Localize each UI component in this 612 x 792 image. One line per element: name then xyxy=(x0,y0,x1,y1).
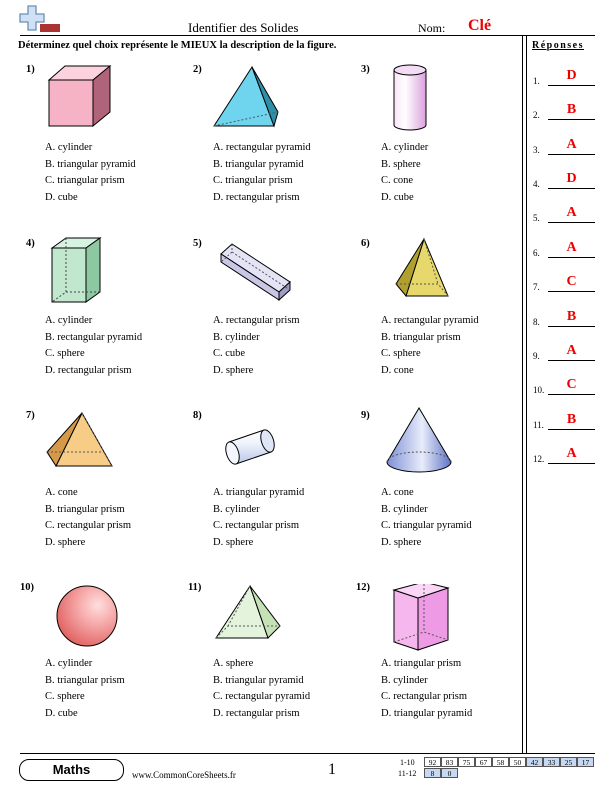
score-cell: 8 xyxy=(424,768,441,778)
answer-value: B xyxy=(566,102,577,117)
answer-value: C xyxy=(566,377,577,392)
choice-c: C. triangular prism xyxy=(45,175,125,187)
choice-a: A. cylinder xyxy=(381,142,429,153)
choice-c: C. sphere xyxy=(45,691,85,703)
answer-row xyxy=(533,412,595,430)
answer-line xyxy=(548,291,595,292)
answer-number: 3. xyxy=(533,145,540,155)
answer-row xyxy=(533,205,595,223)
sphere-icon xyxy=(54,583,120,649)
name-value: Clé xyxy=(468,17,492,34)
answer-row xyxy=(533,240,595,258)
problem-number: 7) xyxy=(26,410,35,421)
choice-list xyxy=(381,313,479,379)
choice-list xyxy=(213,656,310,722)
choice-list xyxy=(45,313,142,379)
problem-number: 4) xyxy=(26,238,35,249)
name-label: Nom: xyxy=(418,21,446,35)
answer-value: A xyxy=(566,446,577,461)
choice-b: B. triangular prism xyxy=(45,503,125,515)
cone-icon xyxy=(385,406,455,478)
answer-number: 9. xyxy=(533,351,540,361)
subject-badge: Maths xyxy=(19,759,124,781)
logo-icon xyxy=(18,4,66,38)
problem-number: 9) xyxy=(361,410,370,421)
choice-d: D. triangular pyramid xyxy=(381,707,473,719)
triangular-prism-icon xyxy=(44,410,116,472)
answer-value: A xyxy=(566,137,577,152)
choice-c: C. sphere xyxy=(45,348,85,360)
answer-row xyxy=(533,274,595,292)
score-cell: 92 xyxy=(424,757,441,767)
answer-number: 1. xyxy=(533,76,540,86)
choice-a: A. cylinder xyxy=(45,658,93,669)
score-cell: 67 xyxy=(475,757,492,767)
answer-number: 12. xyxy=(533,454,545,464)
choice-a: A. triangular pyramid xyxy=(213,487,305,498)
choice-list xyxy=(45,140,136,206)
answer-row xyxy=(533,102,595,120)
choice-b: B. cylinder xyxy=(213,331,260,343)
choice-list xyxy=(213,140,311,206)
answer-line xyxy=(548,119,595,120)
choice-list xyxy=(213,313,300,379)
choice-b: B. cylinder xyxy=(213,503,260,515)
answer-value: A xyxy=(566,240,577,255)
score-cell: 75 xyxy=(458,757,475,767)
choice-c: C. rectangular prism xyxy=(45,520,132,532)
score-cell: 17 xyxy=(577,757,594,767)
cylinder-icon xyxy=(217,428,279,472)
header-rule xyxy=(20,35,595,36)
score-cell: 58 xyxy=(492,757,509,767)
instructions: Déterminez quel choix représente le MIEUX la description de la figure. xyxy=(18,40,337,51)
choice-b: B. sphere xyxy=(381,158,421,170)
choice-b: B. triangular pyramid xyxy=(213,158,304,170)
choice-b: B. triangular prism xyxy=(381,331,461,343)
problem-number: 1) xyxy=(26,64,35,75)
answer-row xyxy=(533,171,595,189)
answer-row xyxy=(533,137,595,155)
triangular-prism-icon xyxy=(390,584,452,654)
problem-number: 12) xyxy=(356,582,370,593)
choice-a: A. rectangular pyramid xyxy=(213,142,311,153)
choice-list xyxy=(381,140,428,206)
choice-d: D. sphere xyxy=(213,536,254,548)
page-title: Identifier des Solides xyxy=(188,20,299,35)
problem-number: 11) xyxy=(188,582,202,593)
problem-number: 10) xyxy=(20,582,34,593)
rectangular-prism-icon xyxy=(218,240,293,304)
answer-value: B xyxy=(566,412,577,427)
choice-b: B. rectangular pyramid xyxy=(45,331,143,343)
score-cell: 50 xyxy=(509,757,526,767)
divider xyxy=(526,35,527,753)
choice-a: A. rectangular prism xyxy=(213,315,300,326)
answer-value: D xyxy=(566,171,577,186)
answer-row xyxy=(533,377,595,395)
answer-number: 10. xyxy=(533,385,545,395)
answer-number: 6. xyxy=(533,248,540,258)
answer-row xyxy=(533,309,595,327)
choice-c: C. rectangular prism xyxy=(213,520,300,532)
problem-number: 8) xyxy=(193,410,202,421)
choice-c: C. sphere xyxy=(381,348,421,360)
choice-d: D. cube xyxy=(45,191,78,203)
triangular-pyramid-icon xyxy=(210,62,285,132)
answer-line xyxy=(548,463,595,464)
answer-number: 11. xyxy=(533,420,544,430)
score-cell: 42 xyxy=(526,757,543,767)
cylinder-icon xyxy=(390,63,430,135)
answer-number: 7. xyxy=(533,282,540,292)
choice-list xyxy=(45,485,131,551)
answer-row xyxy=(533,446,595,464)
problem-number: 2) xyxy=(193,64,202,75)
answer-line xyxy=(548,257,595,258)
score-row-label: 11-12 xyxy=(398,769,417,778)
website-link: www.CommonCoreSheets.fr xyxy=(132,770,236,780)
score-cell: 83 xyxy=(441,757,458,767)
answer-number: 5. xyxy=(533,213,540,223)
choice-d: D. rectangular prism xyxy=(213,707,300,719)
choice-d: D. cube xyxy=(381,191,414,203)
answer-line xyxy=(548,154,595,155)
answer-line xyxy=(548,85,595,86)
answer-line xyxy=(548,360,595,361)
answer-line xyxy=(548,394,595,395)
answer-value: D xyxy=(566,68,577,83)
answer-line xyxy=(548,222,595,223)
answer-row xyxy=(533,68,595,86)
choice-b: B. cylinder xyxy=(381,674,428,686)
choice-c: C. cube xyxy=(213,348,246,360)
choice-d: D. sphere xyxy=(45,536,86,548)
choice-d: D. sphere xyxy=(381,536,422,548)
cube-icon xyxy=(44,64,116,132)
choice-a: A. cone xyxy=(45,487,78,498)
problem-number: 6) xyxy=(361,238,370,249)
choice-d: D. sphere xyxy=(213,364,254,376)
score-cell: 25 xyxy=(560,757,577,767)
choice-a: A. rectangular pyramid xyxy=(381,315,479,326)
score-row-label: 1-10 xyxy=(400,758,415,767)
footer-rule xyxy=(20,753,595,754)
choice-d: D. cube xyxy=(45,707,78,719)
choice-c: C. rectangular prism xyxy=(381,691,468,703)
answer-number: 4. xyxy=(533,179,540,189)
choice-d: D. rectangular prism xyxy=(45,364,132,376)
choice-b: B. cylinder xyxy=(381,503,428,515)
choice-a: A. cylinder xyxy=(45,315,93,326)
choice-d: D. rectangular prism xyxy=(213,191,300,203)
choice-a: A. triangular prism xyxy=(381,658,462,669)
choice-b: B. triangular pyramid xyxy=(45,158,136,170)
answer-line xyxy=(548,429,595,430)
problem-number: 3) xyxy=(361,64,370,75)
answer-number: 8. xyxy=(533,317,540,327)
choice-b: B. triangular prism xyxy=(45,674,125,686)
answer-value: B xyxy=(566,309,577,324)
page-number: 1 xyxy=(328,761,336,778)
answer-value: A xyxy=(566,343,577,358)
problem-number: 5) xyxy=(193,238,202,249)
answer-row xyxy=(533,343,595,361)
choice-list xyxy=(381,656,472,722)
choice-c: C. rectangular pyramid xyxy=(213,691,311,703)
answer-value: C xyxy=(566,274,577,289)
choice-c: C. triangular prism xyxy=(213,175,293,187)
choice-c: C. cone xyxy=(381,175,414,187)
rectangular-prism-icon xyxy=(48,236,106,306)
rectangular-pyramid-icon xyxy=(392,236,452,302)
choice-c: C. triangular pyramid xyxy=(381,520,472,532)
choice-list xyxy=(45,656,125,722)
answer-line xyxy=(548,326,595,327)
choice-a: A. cylinder xyxy=(45,142,93,153)
answers-title: Réponses xyxy=(532,40,585,51)
score-cell: 33 xyxy=(543,757,560,767)
choice-b: B. triangular pyramid xyxy=(213,674,304,686)
divider xyxy=(522,35,523,753)
choice-list xyxy=(381,485,472,551)
choice-d: D. cone xyxy=(381,364,414,376)
choice-list xyxy=(213,485,304,551)
score-cell: 0 xyxy=(441,768,458,778)
triangular-prism-icon xyxy=(212,582,284,646)
answer-value: A xyxy=(566,205,577,220)
choice-a: A. sphere xyxy=(213,658,254,669)
answer-line xyxy=(548,188,595,189)
answer-number: 2. xyxy=(533,110,540,120)
choice-a: A. cone xyxy=(381,487,414,498)
